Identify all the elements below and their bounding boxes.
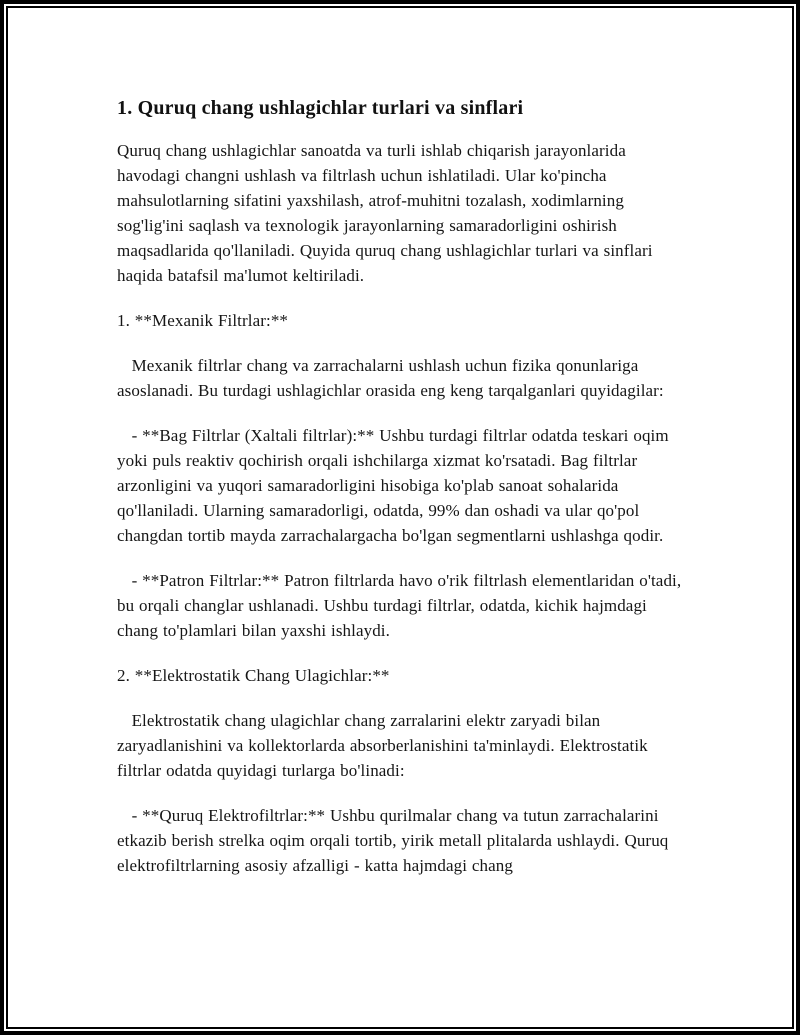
page-inner-border xyxy=(6,6,794,1029)
document-page xyxy=(8,8,792,878)
paragraph-patron-filters: - **Patron Filtrlar:** Patron filtrlarda havo o'rik filtrlash elementlaridan o'tadi, bu orqali changlar ushlanadi. Ushbu turdagi filtrlar, odatda, kichik hajmdagi chang to'plamlari bilan yaxshi ishlaydi. xyxy=(117,571,687,640)
document-heading: 1. Quruq chang ushlagichlar turlari va sinflari xyxy=(117,97,524,119)
paragraph-bag-filters: - **Bag Filtrlar (Xaltali filtrlar):** Ushbu turdagi filtrlar odatda teskari oqim yoki puls reaktiv qochirish orqali ishchilarga xizmat ko'rsatadi. Bag filtrlar arzonligini va yuqori samaradorligini hisobiga ko'plab sanoat sohalarida qo'llaniladi. Ularning samaradorligi, odatda, 99% dan oshadi va ular qo'pol changdan tortib mayda zarrachalargacha bo'lgan segmentlarni ushlashga qodir. xyxy=(117,426,674,545)
paragraph-intro: Quruq chang ushlagichlar sanoatda va turli ishlab chiqarish jarayonlarida havodagi changni ushlash va filtrlash uchun ishlatiladi. Ular ko'pincha mahsulotlarning sifatini yaxshilash, atrof-muhitni tozalash, xodimlarning sog'lig'ini saqlash va texnologik jarayonlarning samaradorligini oshirish maqsadlarida qo'llaniladi. Quyida quruq chang ushlagichlar turlari va sinflari haqida batafsil ma'lumot keltiriladi. xyxy=(117,141,658,285)
paragraph-electrostatic-collectors: Elektrostatik chang ulagichlar chang zarralarini elektr zaryadi bilan zaryadlanishini va kollektorlarda absorberlanishini ta'minlaydi. Elektrostatik filtrlar odatda quyidagi turlarga bo'linadi: xyxy=(117,711,653,780)
paragraph-mechanical-filters: Mexanik filtrlar chang va zarrachalarni ushlash uchun fizika qonunlariga asoslanadi. Bu turdagi ushlagichlar orasida eng keng tarqalganlari quyidagilar: xyxy=(117,356,664,400)
page-border-gap xyxy=(4,4,796,1031)
paragraph-section-2-title: 2. **Elektrostatik Chang Ulagichlar:** xyxy=(117,666,390,685)
paragraph-section-1-title: 1. **Mexanik Filtrlar:** xyxy=(117,311,289,330)
paragraph-dry-electrofilters: - **Quruq Elektrofiltrlar:** Ushbu qurilmalar chang va tutun zarrachalarini etkazib berish strelka oqim orqali tortib, yirik metall plitalarda ushlaydi. Quruq elektrofiltrlarning asosiy afzalligi - katta hajmdagi chang xyxy=(117,806,674,875)
